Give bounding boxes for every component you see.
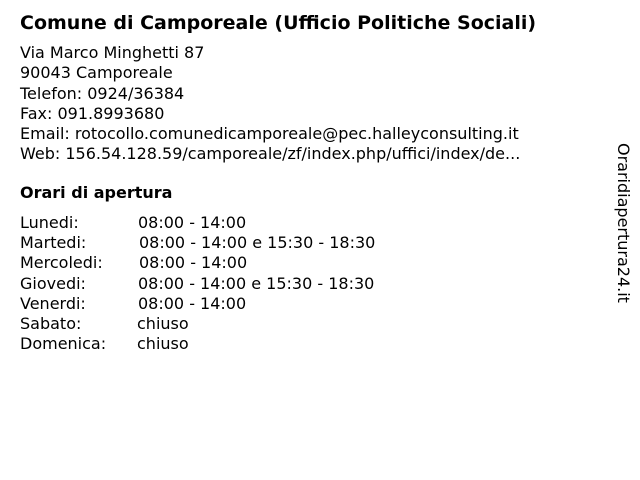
day-hours: 08:00 - 14:00	[138, 293, 247, 313]
day-label: Lunedi:	[20, 213, 79, 232]
email-address: Email: rotocollo.comunedicamporeale@pec.halleyconsulting.it	[20, 124, 519, 144]
day-label: Martedi:	[20, 233, 87, 253]
day-label: Domenica:	[20, 334, 107, 354]
page-title: Comune di Camporeale (Ufficio Politiche Sociali)	[20, 12, 537, 34]
street-address: Via Marco Minghetti 87	[20, 43, 205, 62]
day-hours: 08:00 - 14:00 e 15:30 - 18:30	[139, 233, 376, 253]
contact-info	[20, 43, 520, 165]
day-hours: 08:00 - 14:00 e 15:30 - 18:30	[138, 273, 375, 293]
day-label: Sabato:	[20, 313, 82, 333]
day-label: Giovedi:	[20, 273, 86, 293]
day-hours: 08:00 - 14:00	[138, 213, 247, 232]
phone-number: Telefon: 0924/36384	[20, 83, 185, 103]
day-label: Venerdi:	[20, 293, 86, 313]
site-brand-watermark: Oraridiapertura24.it	[614, 143, 633, 303]
day-label: Mercoledi:	[20, 253, 103, 273]
day-hours: chiuso	[137, 313, 189, 333]
website-url: Web: 156.54.128.59/camporeale/zf/index.php/uffici/index/de...	[20, 144, 521, 164]
opening-hours-heading: Orari di apertura	[20, 183, 173, 202]
day-hours: chiuso	[137, 334, 189, 354]
day-hours: 08:00 - 14:00	[139, 253, 248, 273]
city-address: 90043 Camporeale	[20, 63, 173, 83]
fax-number: Fax: 091.8993680	[20, 103, 165, 123]
